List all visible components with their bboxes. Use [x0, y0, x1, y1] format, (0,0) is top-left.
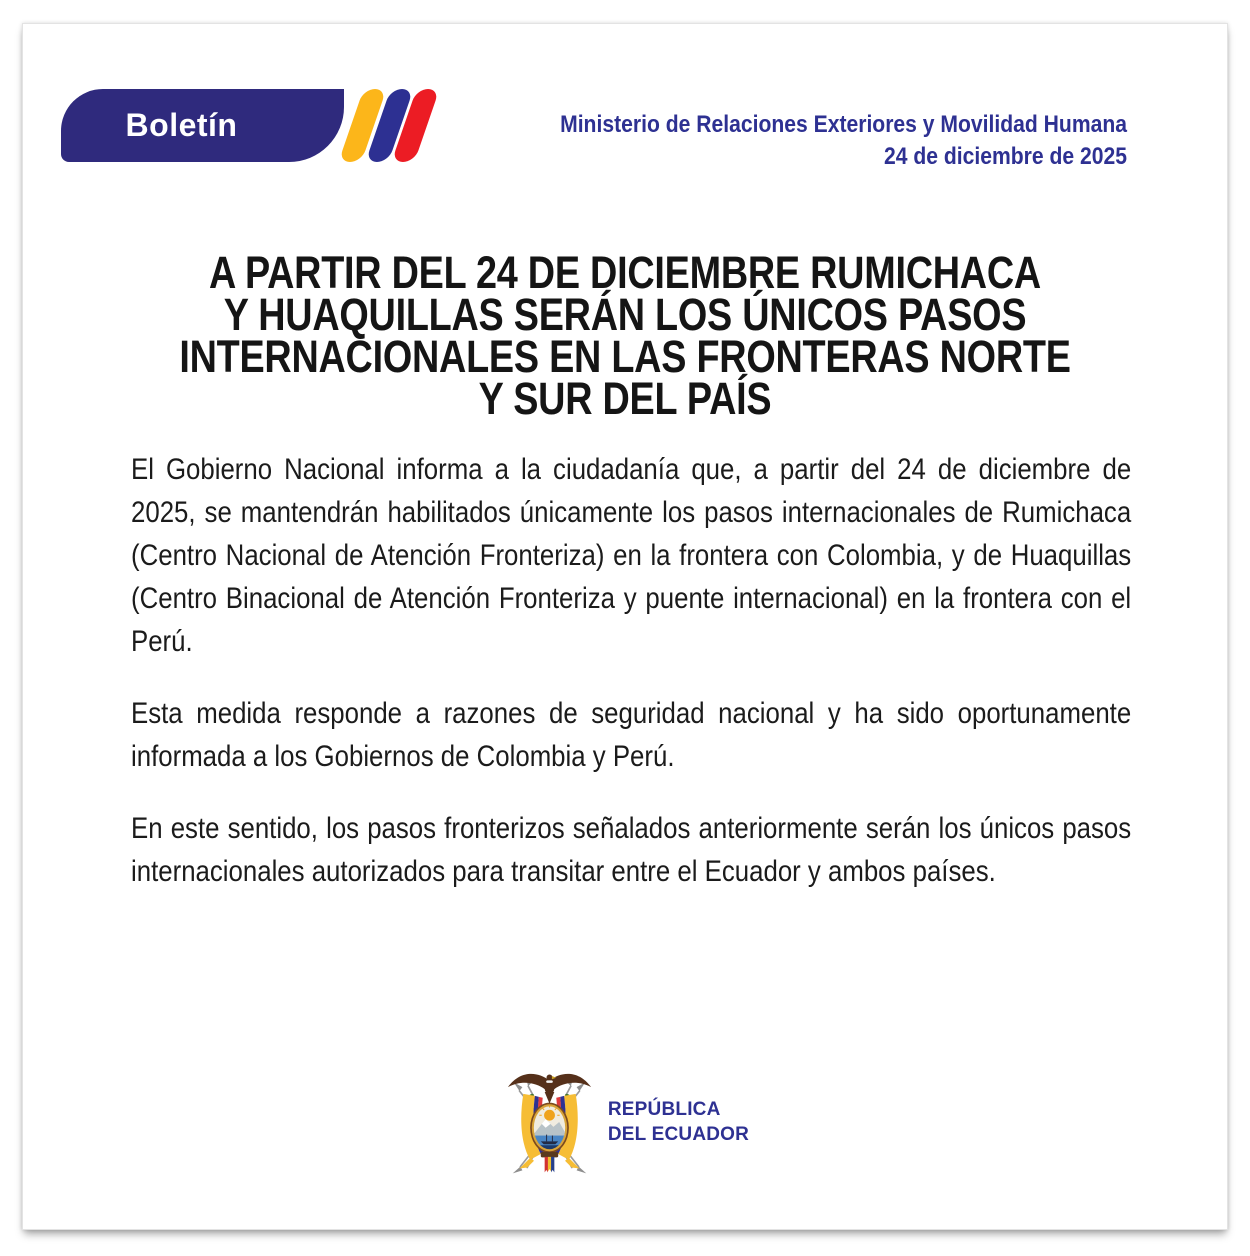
ministry-name: Ministerio de Relaciones Exteriores y Movilidad Humana	[560, 111, 1127, 138]
boletin-badge	[61, 89, 344, 162]
bulletin-title	[113, 247, 1138, 424]
org-name-line2: DEL ECUADOR	[607, 1124, 750, 1145]
body-paragraph: El Gobierno Nacional informa a la ciudadanía que, a partir del 24 de diciembre de 2025, se mantendrán habilitados únicamente los pasos internacionales de Rumichaca (Centro Nacional de Atención Fronteriza) en la frontera con Colombia, y de Huaquillas (Centro Binacional de Atención Fronteriza y puente internacional) en la frontera con el Perú.	[131, 453, 1132, 658]
bulletin-body	[131, 448, 1131, 922]
title-line: A PARTIR DEL 24 DE DICIEMBRE RUMICHACA	[209, 247, 1041, 298]
ministry-header	[405, 109, 1127, 173]
boletin-badge-label: Boletín	[125, 107, 238, 143]
bulletin-page	[22, 23, 1228, 1230]
title-line: Y HUAQUILLAS SERÁN LOS ÚNICOS PASOS	[223, 289, 1027, 340]
title-line: INTERNACIONALES EN LAS FRONTERAS NORTE	[179, 331, 1071, 382]
org-name-line1: REPÚBLICA	[607, 1099, 721, 1120]
footer-logo	[23, 1061, 1227, 1183]
org-name	[608, 1097, 749, 1147]
bulletin-date: 24 de diciembre de 2025	[883, 143, 1127, 170]
body-paragraph: Esta medida responde a razones de seguridad nacional y ha sido oportunamente informada a los Gobiernos de Colombia y Perú.	[131, 697, 1132, 773]
body-paragraph: En este sentido, los pasos fronterizos señalados anteriormente serán los únicos pasos internacionales autorizados para transitar entre el Ecuador y ambos países.	[131, 812, 1132, 888]
ecuador-coat-of-arms-icon	[501, 1061, 598, 1183]
title-line: Y SUR DEL PAÍS	[478, 373, 772, 424]
